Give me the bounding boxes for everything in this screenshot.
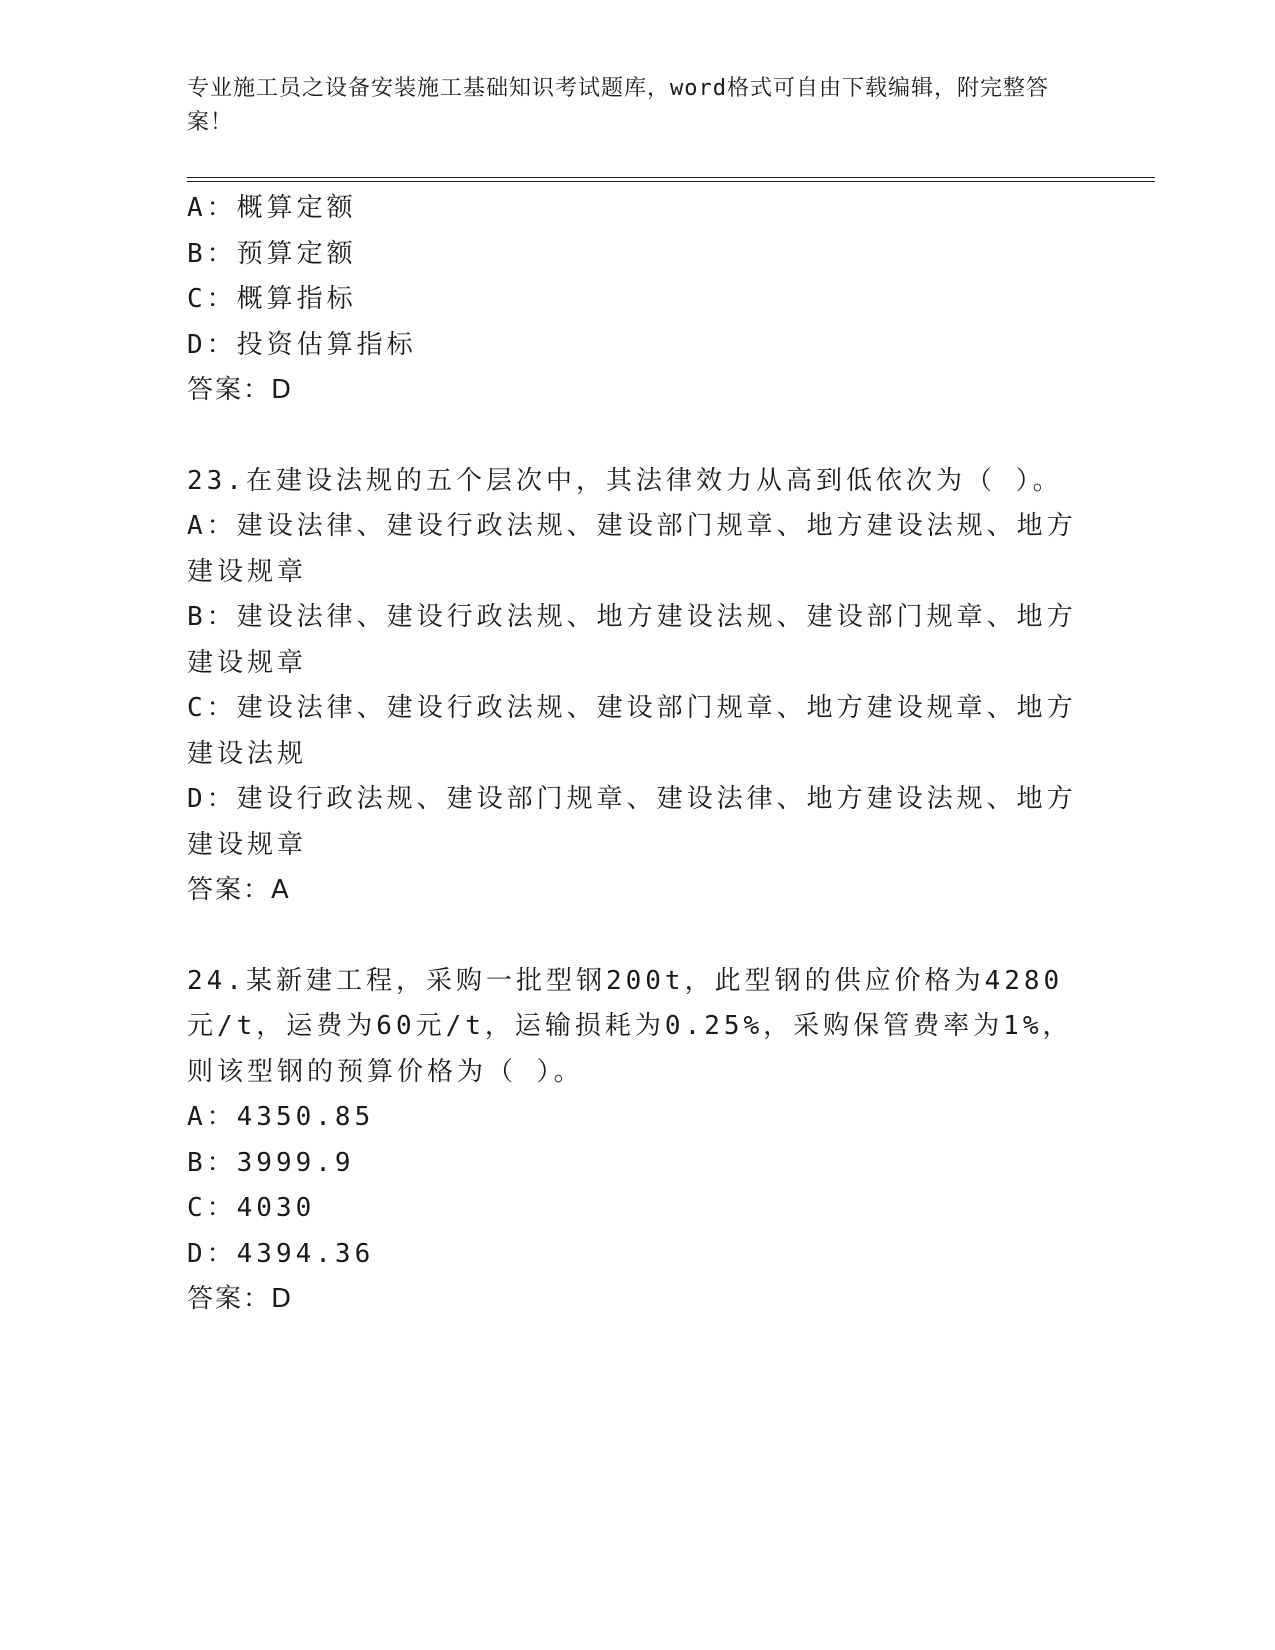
question-block-23 [187,459,1087,914]
spacer [187,414,1087,459]
option-d: D：建设行政法规、建设部门规章、建设法律、地方建设法规、地方建设规章 [187,784,1077,860]
option-b: B：建设法律、建设行政法规、地方建设法规、建设部门规章、地方建设规章 [187,602,1077,678]
question-stem: 24.某新建工程，采购一批型钢200t，此型钢的供应价格为4280元/t，运费为60元/t，运输损耗为0.25%，采购保管费率为1%，则该型钢的预算价格为（ ）。 [187,965,1073,1087]
answer: 答案：A [187,875,291,905]
option-a: A：建设法律、建设行政法规、建设部门规章、地方建设法规、地方建设规章 [187,511,1077,587]
option-c: C：概算指标 [187,284,357,314]
question-block-22 [187,186,1087,414]
header-divider [187,177,1155,182]
option-a: A：4350.85 [187,1102,375,1132]
option-c: C：4030 [187,1193,316,1223]
question-list [187,186,1087,1323]
spacer [187,914,1087,959]
page-header: 专业施工员之设备安装施工基础知识考试题库，word格式可自由下载编辑，附完整答案！ [187,76,1049,135]
question-block-24 [187,959,1087,1323]
question-stem: 23.在建设法规的五个层次中，其法律效力从高到低依次为（ ）。 [187,465,1063,496]
option-d: D：投资估算指标 [187,329,417,360]
answer: 答案：D [187,375,294,405]
option-b: B：3999.9 [187,1147,355,1178]
option-c: C：建设法律、建设行政法规、建设部门规章、地方建设规章、地方建设法规 [187,693,1077,769]
option-a: A：概算定额 [187,193,357,223]
option-d: D：4394.36 [187,1238,375,1269]
option-b: B：预算定额 [187,238,357,269]
answer: 答案：D [187,1284,294,1314]
